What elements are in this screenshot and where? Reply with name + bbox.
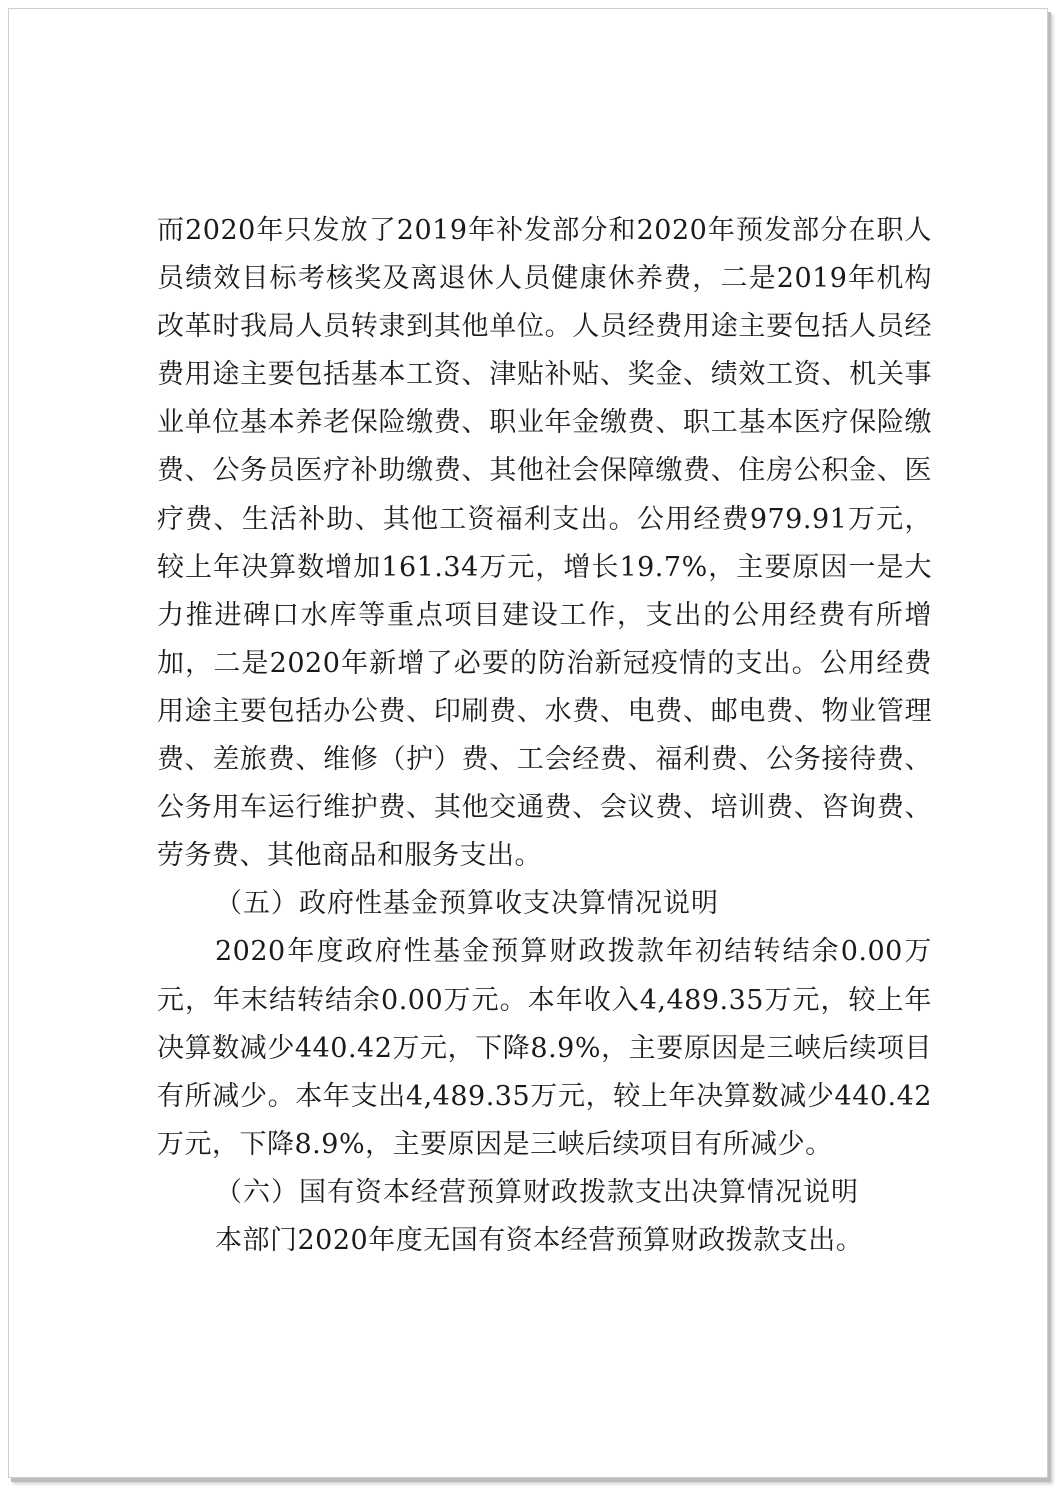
document-page [8, 8, 1048, 1478]
section-heading: （五）政府性基金预算收支决算情况说明 [215, 888, 719, 920]
paragraph-line: 用途主要包括办公费、印刷费、水费、电费、邮电费、物业管理 [157, 695, 932, 727]
section-heading: （六）国有资本经营预算财政拨款支出决算情况说明 [215, 1176, 859, 1208]
paragraph-line: 员绩效目标考核奖及离退休人员健康休养费，二是2019年机构 [157, 263, 932, 295]
paragraph-line: 而2020年只发放了2019年补发部分和2020年预发部分在职人 [157, 215, 932, 246]
paragraph-line: 力推进碑口水库等重点项目建设工作，支出的公用经费有所增 [157, 599, 932, 631]
document-body [157, 207, 932, 1265]
paragraph-line: 费、差旅费、维修（护）费、工会经费、福利费、公务接待费、 [157, 744, 932, 776]
paragraph-line: 本部门2020年度无国有资本经营预算财政拨款支出。 [215, 1224, 864, 1256]
paragraph-line: 决算数减少440.42万元，下降8.9%，主要原因是三峡后续项目 [157, 1032, 932, 1064]
paragraph-line: 万元，下降8.9%，主要原因是三峡后续项目有所减少。 [157, 1128, 833, 1160]
paragraph-line: 元，年末结转结余0.00万元。本年收入4,489.35万元，较上年 [157, 984, 932, 1016]
paragraph-line: 业单位基本养老保险缴费、职业年金缴费、职工基本医疗保险缴 [157, 407, 932, 439]
paragraph-line: 疗费、生活补助、其他工资福利支出。公用经费979.91万元， [157, 503, 932, 535]
paragraph-line: 改革时我局人员转隶到其他单位。人员经费用途主要包括人员经 [157, 311, 932, 343]
paragraph-line: 费、公务员医疗补助缴费、其他社会保障缴费、住房公积金、医 [157, 455, 932, 487]
paragraph-line: 2020年度政府性基金预算财政拨款年初结转结余0.00万 [215, 936, 932, 968]
paragraph-line: 有所减少。本年支出4,489.35万元，较上年决算数减少440.42 [157, 1080, 932, 1112]
paragraph-line: 公务用车运行维护费、其他交通费、会议费、培训费、咨询费、 [157, 792, 932, 824]
paragraph-line: 劳务费、其他商品和服务支出。 [157, 840, 542, 872]
paragraph-line: 较上年决算数增加161.34万元，增长19.7%，主要原因一是大 [157, 551, 932, 583]
paragraph-line: 加，二是2020年新增了必要的防治新冠疫情的支出。公用经费 [157, 647, 932, 679]
paragraph-line: 费用途主要包括基本工资、津贴补贴、奖金、绩效工资、机关事 [157, 359, 932, 391]
